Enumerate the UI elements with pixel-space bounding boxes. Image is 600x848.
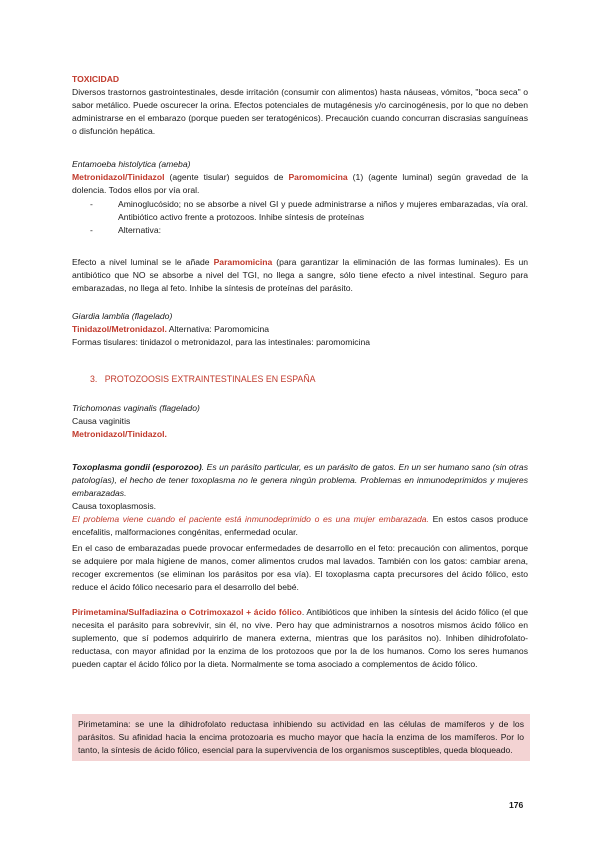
toxoplasma-title: Toxoplasma gondii (esporozoo) [72,462,202,472]
ameba-bullet-list [72,198,528,237]
pirimetamina-note-box: Pirimetamina: se une la dihidrofolato reductasa inhibiendo su actividad en las células de mamíferos y de los parásitos. Su afinidad hacia la encima protozoaria es mucho mayor que hacía la enzima de los mamíferos. Por lo tanto, la síntesis de ácido fólico, esencial para la supervivencia de los organismos susceptibles, queda bloqueado. [72,714,530,761]
giardia-forms: Formas tisulares: tinidazol o metronidazol, para las intestinales: paromomicina [72,337,371,347]
toxoplasma-intro: Toxoplasma gondii (esporozoo). Es un parásito particular, es un parásito de gatos. En un ser humano sano (sin otras patologías), el hecho de tener toxoplasma no le genera ningún problema. Problemas en inmunodeprimidos y mujeres embarazadas. [72,462,529,498]
trichomonas-drug: Metronidazol/Tinidazol. [72,429,167,439]
drug-pirimetamina-combo: Pirimetamina/Sulfadiazina o Cotrimoxazol + ácido fólico [72,607,302,617]
drug-paramomicina: Paramomicina [213,257,273,267]
toxoplasma-risk: El problema viene cuando el paciente está inmunodeprimido o es una mujer embarazada. En estos casos produce encefalitis, malformaciones congénitas, enfermedad ocular. [72,514,529,537]
trichomonas-cause: Causa vaginitis [72,416,131,426]
giardia-title: Giardia lamblia (flagelado) [72,311,173,321]
ameba-treatment: Metronidazol/Tinidazol (agente tisular) seguidos de Paromomicina (1) (agente luminal) según gravedad de la dolencia. Todos ellos por vía oral. [72,172,528,195]
trichomonas-title: Trichomonas vaginalis (flagelado) [72,403,200,413]
toxicidad-title: TOXICIDAD [72,74,120,84]
toxicidad-heading [72,73,528,86]
drug-metronidazol-tinidazol: Metronidazol/Tinidazol [72,172,165,182]
list-item: - Aminoglucósido; no se absorbe a nivel GI y puede administrarse a niños y mujeres embarazadas, vía oral. Antibiótico activo frente a protozoos. Inhibe síntesis de proteínas [90,199,528,222]
list-item: - Alternativa: [90,225,161,235]
ameba-paramomicina-paragraph: Efecto a nivel luminal se le añade Paramomicina (para garantizar la eliminación de las formas luminales). Es un antibiótico que NO se absorbe a nivel del TGI, no llega a sangre, sólo tiene efecto a nivel intestinal. Seguro para embarazadas, no llega al feto. Inhibe la síntesis de proteínas del parásito. [72,257,529,293]
pirimetamina-paragraph: Pirimetamina/Sulfadiazina o Cotrimoxazol + ácido fólico. Antibióticos que inhiben la síntesis del ácido fólico (el que necesita el parásito para sobrevivir, sin él, no vive. Pero hay que administrarnos a nosotros mismos ácido fólico en suplemento, que sí podemos adquirirlo de manera externa, mientras que los parásitos no). Inhiben dihidrofolato-reductasa, con mayor afinidad por la enzima de los protozoos que por la de los humanos. Como los seres humanos pueden captar el ácido fólico por la dieta. Normalmente se toma asociado a complementos de ácido fólico. [72,607,529,669]
page-number: 176 [509,800,524,810]
section-3-heading: 3. PROTOZOOSIS EXTRAINTESTINALES EN ESPAÑA [90,374,316,384]
toxoplasma-pregnancy: En el caso de embarazadas puede provocar enfermedades de desarrollo en el feto: precaución con alimentos, porque se adquiere por mala higiene de manos, comer alimentos crudos mal lavados. También con los gatos: cambiar arena, recoger excrementos (se eliminan los parásitos por esa vía). El toxoplasma capta precursores del ácido fólico, esto reduce el ácido fólico necesario para el desarrollo del bebé. [72,543,528,592]
giardia-treatment: Tinidazol/Metronidazol. Alternativa: Paromomicina [72,324,270,334]
toxoplasma-cause: Causa toxoplasmosis. [72,501,157,511]
drug-tinidazol-metronidazol: Tinidazol/Metronidazol. [72,324,167,334]
ameba-title: Entamoeba histolytica (ameba) [72,159,191,169]
drug-paromomicina: Paromomicina [288,172,348,182]
toxoplasma-risk-highlight: El problema viene cuando el paciente está inmunodeprimido o es una mujer embarazada. [72,514,429,524]
toxicidad-body: Diversos trastornos gastrointestinales, desde irritación (consumir con alimentos) hasta náuseas, vómitos, "boca seca" o sabor metálico. Puede oscurecer la orina. Efectos potenciales de mutagénesis y/o carcinogénesis, por lo que no deben administrarse en el embarazo (porque pueden ser teratogénicos). Precaución cuando concurran discrasias sanguíneas o disfunción hepática. [72,87,528,136]
